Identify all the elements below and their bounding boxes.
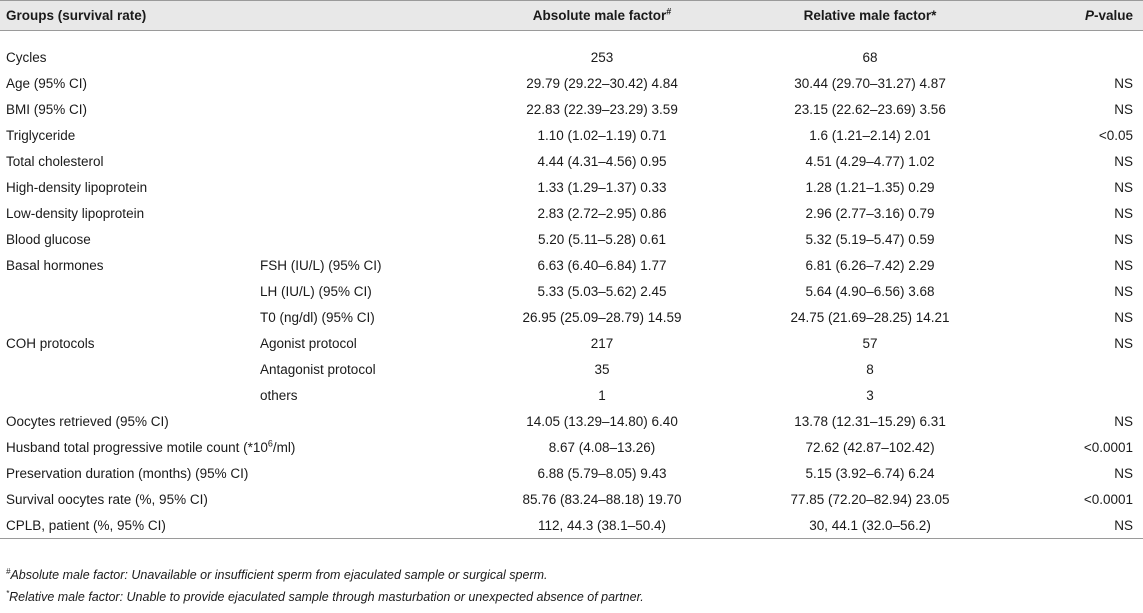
row-sublabel: Antagonist protocol [260,361,376,377]
cell-absolute: 217 [590,335,614,351]
table-row [0,122,1143,148]
cell-pvalue: NS [1114,283,1134,299]
cell-pvalue: NS [1114,335,1134,351]
cell-relative: 30.44 (29.70–31.27) 4.87 [794,75,946,91]
cell-pvalue [1020,356,1143,382]
cell-relative: 1.6 (1.21–2.14) 2.01 [809,127,931,143]
table-row [0,226,1143,252]
table-header-row [0,1,1143,31]
cell-absolute: 1 [598,387,606,403]
row-label [0,434,484,460]
table-row [0,200,1143,226]
row-group-label: Basal hormones [6,257,104,273]
cell-pvalue: <0.0001 [1083,491,1134,507]
row-label: Cycles [6,49,47,65]
cell-pvalue: NS [1114,231,1134,247]
footnote-mark: * [6,588,10,598]
row-label: Oocytes retrieved (95% CI) [6,413,169,429]
cell-relative: 77.85 (72.20–82.94) 23.05 [790,491,950,507]
cell-absolute: 22.83 (22.39–23.29) 3.59 [526,101,678,117]
row-label: BMI (95% CI) [6,101,88,117]
cell-relative: 1.28 (1.21–1.35) 0.29 [805,179,935,195]
cell-absolute: 5.33 (5.03–5.62) 2.45 [537,283,667,299]
table-row [0,382,1143,408]
row-sublabel: LH (IU/L) (95% CI) [260,283,372,299]
cell-pvalue: NS [1114,517,1134,533]
cell-relative: 6.81 (6.26–7.42) 2.29 [805,257,935,273]
table-row [0,70,1143,96]
cell-relative: 24.75 (21.69–28.25) 14.21 [790,309,950,325]
header-pvalue-rest: -value [1093,8,1134,23]
cell-relative: 5.64 (4.90–6.56) 3.68 [805,283,935,299]
table-row [0,408,1143,434]
table-row [0,512,1143,539]
cell-pvalue: <0.05 [1098,127,1134,143]
row-label: Total cholesterol [6,153,104,169]
cell-relative: 4.51 (4.29–4.77) 1.02 [805,153,935,169]
cell-absolute: 1.33 (1.29–1.37) 0.33 [537,179,667,195]
cell-absolute: 29.79 (29.22–30.42) 4.84 [526,75,678,91]
cell-pvalue: NS [1114,413,1134,429]
header-relative: Relative male factor* [803,8,937,23]
table-row [0,304,1143,330]
table-row [0,356,1143,382]
cell-absolute: 253 [590,49,614,65]
table-row [0,96,1143,122]
table-row [0,278,1143,304]
header-absolute [484,1,720,31]
header-groups: Groups (survival rate) [6,8,147,23]
footnote-text: Absolute male factor: Unavailable or insufficient sperm from ejaculated sample or surgical sperm. [10,568,548,582]
cell-absolute: 2.83 (2.72–2.95) 0.86 [537,205,667,221]
cell-pvalue: NS [1114,465,1134,481]
table-row [0,44,1143,70]
row-sublabel: others [260,387,298,403]
row-label-tail: /ml) [272,439,296,455]
cell-pvalue [1020,382,1143,408]
row-label: Triglyceride [6,127,76,143]
table-row [0,174,1143,200]
cell-relative: 72.62 (42.87–102.42) [805,439,935,455]
row-label-sup: 6 [267,438,273,448]
cell-relative: 68 [862,49,878,65]
cell-pvalue: NS [1114,153,1134,169]
table-row [0,330,1143,356]
cell-relative: 13.78 (12.31–15.29) 6.31 [794,413,946,429]
spacer-row [0,31,1143,45]
header-absolute-mark: # [666,6,672,17]
cell-relative: 3 [866,387,874,403]
footnotes [6,564,644,608]
footnote-text: Relative male factor: Unable to provide ejaculated sample through masturbation or unexpected absence of partner. [9,590,644,604]
cell-pvalue: NS [1114,101,1134,117]
cell-pvalue: NS [1114,179,1134,195]
cell-pvalue: NS [1114,75,1134,91]
cell-pvalue: NS [1114,205,1134,221]
row-label-text: Husband total progressive motile count (*10 [6,439,268,455]
cell-pvalue [1020,44,1143,70]
cell-absolute: 26.95 (25.09–28.79) 14.59 [522,309,682,325]
cell-absolute: 6.88 (5.79–8.05) 9.43 [537,465,667,481]
cell-pvalue: <0.0001 [1083,439,1134,455]
cell-absolute: 5.20 (5.11–5.28) 0.61 [537,231,667,247]
row-label: Blood glucose [6,231,91,247]
header-pvalue-p: P [1084,8,1094,23]
row-group-label: COH protocols [6,335,95,351]
row-sublabel: T0 (ng/dl) (95% CI) [260,309,375,325]
cell-absolute: 1.10 (1.02–1.19) 0.71 [537,127,667,143]
table-row [0,148,1143,174]
row-label: CPLB, patient (%, 95% CI) [6,517,166,533]
cell-relative: 5.15 (3.92–6.74) 6.24 [805,465,935,481]
row-label: Age (95% CI) [6,75,88,91]
cell-absolute: 14.05 (13.29–14.80) 6.40 [526,413,678,429]
cell-relative: 57 [862,335,878,351]
row-label: Survival oocytes rate (%, 95% CI) [6,491,208,507]
cell-absolute: 35 [594,361,610,377]
row-label: Preservation duration (months) (95% CI) [6,465,249,481]
table-row [0,252,1143,278]
header-pvalue [1020,1,1143,31]
cell-relative: 5.32 (5.19–5.47) 0.59 [805,231,935,247]
header-absolute-label: Absolute male factor [532,8,667,23]
cell-absolute: 4.44 (4.31–4.56) 0.95 [537,153,667,169]
row-sublabel: Agonist protocol [260,335,357,351]
row-label: Low-density lipoprotein [6,205,145,221]
cell-pvalue: NS [1114,257,1134,273]
table-row [0,460,1143,486]
footnote-mark: # [6,566,11,576]
cell-pvalue: NS [1114,309,1134,325]
footnote-relative [6,586,644,608]
cell-relative: 8 [866,361,874,377]
table-row [0,486,1143,512]
footnote-absolute [6,564,644,586]
cell-absolute: 6.63 (6.40–6.84) 1.77 [537,257,667,273]
row-sublabel: FSH (IU/L) (95% CI) [260,257,382,273]
cell-relative: 30, 44.1 (32.0–56.2) [809,517,931,533]
row-label: High-density lipoprotein [6,179,148,195]
cell-absolute: 85.76 (83.24–88.18) 19.70 [522,491,682,507]
cell-absolute: 8.67 (4.08–13.26) [548,439,656,455]
table-row [0,434,1143,460]
cell-absolute: 112, 44.3 (38.1–50.4) [537,517,667,533]
cell-relative: 2.96 (2.77–3.16) 0.79 [805,205,935,221]
cell-relative: 23.15 (22.62–23.69) 3.56 [794,101,946,117]
